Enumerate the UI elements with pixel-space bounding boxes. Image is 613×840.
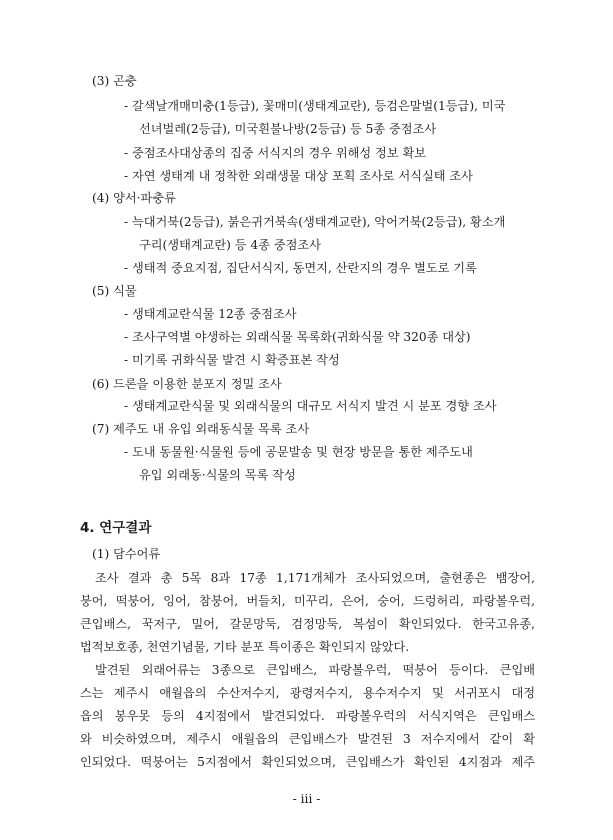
paragraph-2-line: 스는 제주시 애월읍의 수산저수지, 광령저수지, 용수저수지 및 서귀포시 대정	[80, 686, 535, 700]
herps-heading: (4) 양서·파충류	[92, 191, 176, 205]
insects-bullet-3: - 자연 생태계 내 정착한 외래생물 대상 포획 조사로 서식실태 조사	[124, 169, 473, 183]
paragraph-2-line: 인되었다. 떡붕어는 5지점에서 확인되었으며, 큰입배스가 확인된 4지점과 제주	[80, 755, 535, 769]
plants-heading: (5) 식물	[92, 284, 137, 298]
plants-bullet-2: - 조사구역별 야생하는 외래식물 목록화(귀화식물 약 320종 대상)	[124, 330, 471, 344]
paragraph-1-line: 법적보호종, 천연기념물, 기타 분포 특이종은 확인되지 않았다.	[80, 640, 410, 654]
herps-bullet-2: - 생태적 중요지점, 집단서식지, 동면지, 산란지의 경우 별도로 기록	[124, 261, 477, 275]
paragraph-1-line: 큰입배스, 꾹저구, 밀어, 갈문망둑, 검정망둑, 복섬이 확인되었다. 한국고유종,	[80, 617, 535, 631]
drone-bullet-1: - 생태계교란식물 및 외래식물의 대규모 서식지 발견 시 분포 경향 조사	[124, 399, 497, 413]
page-number: - iii -	[292, 792, 321, 806]
paragraph-1-line: 조사 결과 총 5목 8과 17종 1,171개체가 조사되었으며, 출현종은 뱀장어,	[95, 571, 535, 585]
jeju-bullet-1-cont: 유입 외래동·식물의 목록 작성	[139, 468, 296, 482]
herps-bullet-1-cont: 구리(생태계교란) 등 4종 중점조사	[139, 238, 321, 252]
insects-heading: (3) 곤충	[92, 74, 137, 88]
plants-bullet-1: - 생태계교란식물 12종 중점조사	[124, 307, 297, 321]
insects-bullet-2: - 중점조사대상종의 집중 서식지의 경우 위해성 정보 확보	[124, 146, 427, 160]
subsection-heading: (1) 담수어류	[92, 547, 161, 561]
insects-bullet-1-cont: 선녀벌레(2등급), 미국흰불나방(2등급) 등 5종 중점조사	[139, 122, 437, 136]
paragraph-2-line: 와 비슷하였으며, 제주시 애월읍의 큰입배스가 발견된 3 저수지에서 같이 확	[80, 732, 535, 746]
plants-bullet-3: - 미기록 귀화식물 발견 시 확증표본 작성	[124, 353, 340, 367]
paragraph-2-line: 읍의 봉우못 등의 4지점에서 발견되었다. 파랑볼우럭의 서식지역은 큰입배스	[80, 709, 535, 723]
jeju-bullet-1: - 도내 동물원·식물원 등에 공문발송 및 현장 방문을 통한 제주도내	[124, 445, 473, 459]
drone-heading: (6) 드론을 이용한 분포지 정밀 조사	[92, 377, 282, 391]
jeju-heading: (7) 제주도 내 유입 외래동식물 목록 조사	[92, 422, 310, 436]
insects-bullet-1: - 갈색날개매미충(1등급), 꽃매미(생태계교란), 등검은말벌(1등급), 미국	[124, 99, 506, 113]
paragraph-1-line: 붕어, 떡붕어, 잉어, 참붕어, 버들치, 미꾸리, 은어, 숭어, 드렁허리, 파랑볼우럭,	[80, 594, 535, 608]
paragraph-2-line: 발견된 외래어류는 3종으로 큰입배스, 파랑볼우럭, 떡붕어 등이다. 큰입배	[95, 663, 535, 677]
herps-bullet-1: - 늑대거북(2등급), 붉은귀거북속(생태계교란), 악어거북(2등급), 황소개	[124, 215, 506, 229]
section-title: 4. 연구결과	[80, 520, 152, 536]
